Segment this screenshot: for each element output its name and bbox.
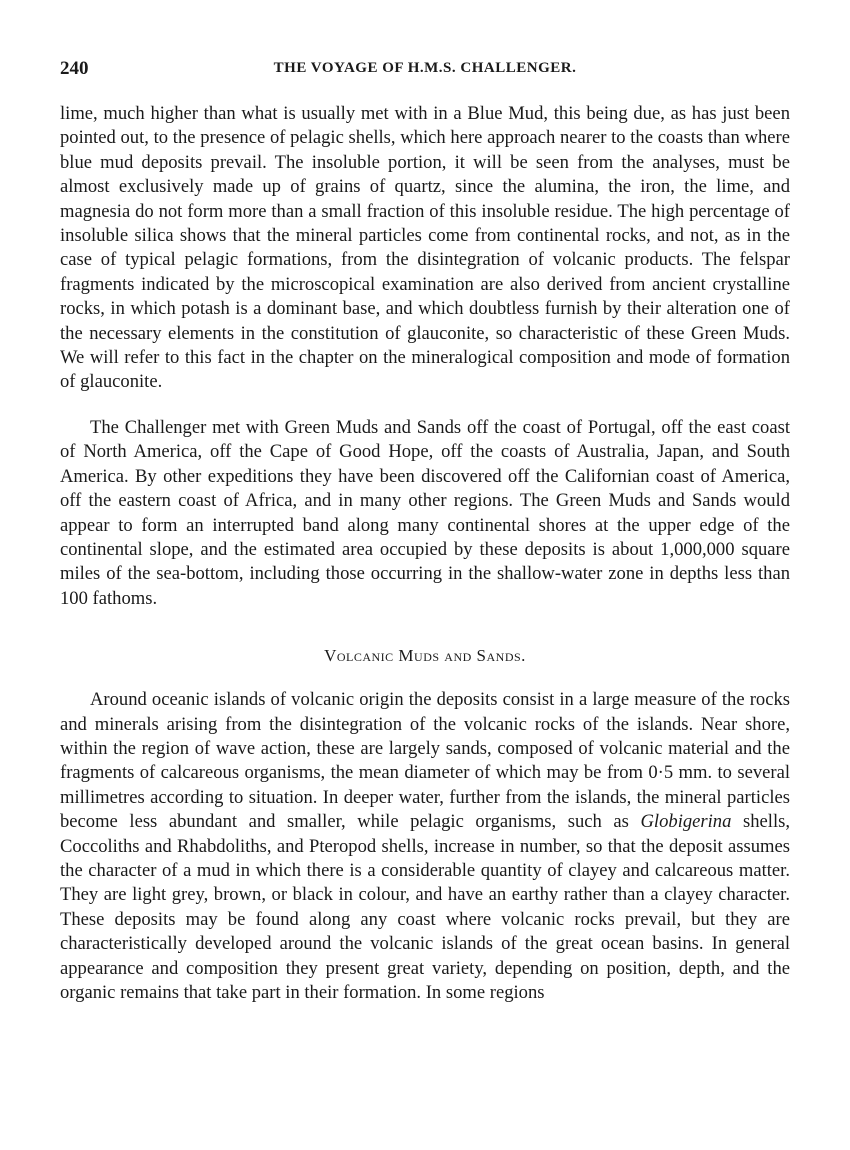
running-title: THE VOYAGE OF H.M.S. CHALLENGER. [273, 60, 577, 76]
italic-term: Globigerina [640, 811, 732, 833]
page-header [60, 58, 790, 86]
paragraph-text-part: shells, Coccoliths and Rhabdoliths, and Pteropod shells, increase in number, so that the deposit assumes the character of a mud in which there is a considerable quantity of clayey and calcareous matter. They are light grey, brown, or black in colour, and have an earthy rather than a clayey character. These deposits may be found along any coast where volcanic rocks prevail, but they are characteristically developed around the volcanic islands of the great ocean basins. In general appearance and composition they present great variety, depending on position, depth, and the organic remains that take part in their formation. In some regions [60, 811, 790, 1003]
paragraph-continued: lime, much higher than what is usually met with in a Blue Mud, this being due, as has just been pointed out, to the presence of pelagic shells, which here approach nearer to the coasts than where blue mud deposits prevail. The insoluble portion, it will be seen from the analyses, must be almost exclusively made up of grains of quartz, since the alumina, the iron, the lime, and magnesia do not form more than a small fraction of this insoluble residue. The high percentage of insoluble silica shows that the mineral particles come from continental rocks, and not, as in the case of typical pelagic formations, from the disintegration of volcanic products. The felspar fragments indicated by the microscopical examination are also derived from ancient crystalline rocks, in which potash is a dominant base, and which doubtless furnish by their alteration one of the necessary elements in the constitution of glauconite, so characteristic of these Green Muds. We will refer to this fact in the chapter on the mineralogical composition and mode of formation of glauconite. [60, 103, 790, 393]
paragraph-volcanic-muds [60, 688, 790, 1005]
page-number: 240 [60, 58, 89, 79]
paragraph-text-part: Around oceanic islands of volcanic origin the deposits consist in a large measure of the rocks and minerals arising from the disintegration of the volcanic rocks of the islands. Near shore, within the region of wave action, these are largely sands, composed of volcanic material and the fragments of calcareous organisms, the mean diameter of which may be from 0·5 mm. to several millimetres according to situation. In deeper water, further from the islands, the mineral particles become less abundant and smaller, while pelagic organisms, such as [60, 689, 790, 833]
section-heading: Volcanic Muds and Sands. [324, 646, 526, 666]
book-page [60, 58, 790, 1005]
paragraph-green-muds-distribution: The Challenger met with Green Muds and Sands off the coast of Portugal, off the east coast of North America, off the Cape of Good Hope, off the coasts of Australia, Japan, and South America. By other expeditions they have been discovered off the Californian coast of America, off the eastern coast of Africa, and in many other regions. The Green Muds and Sands would appear to form an interrupted band along many continental shores at the upper edge of the continental slope, and the estimated area occupied by these deposits is about 1,000,000 square miles of the sea-bottom, including those occurring in the shallow-water zone in depths less than 100 fathoms. [60, 416, 790, 609]
